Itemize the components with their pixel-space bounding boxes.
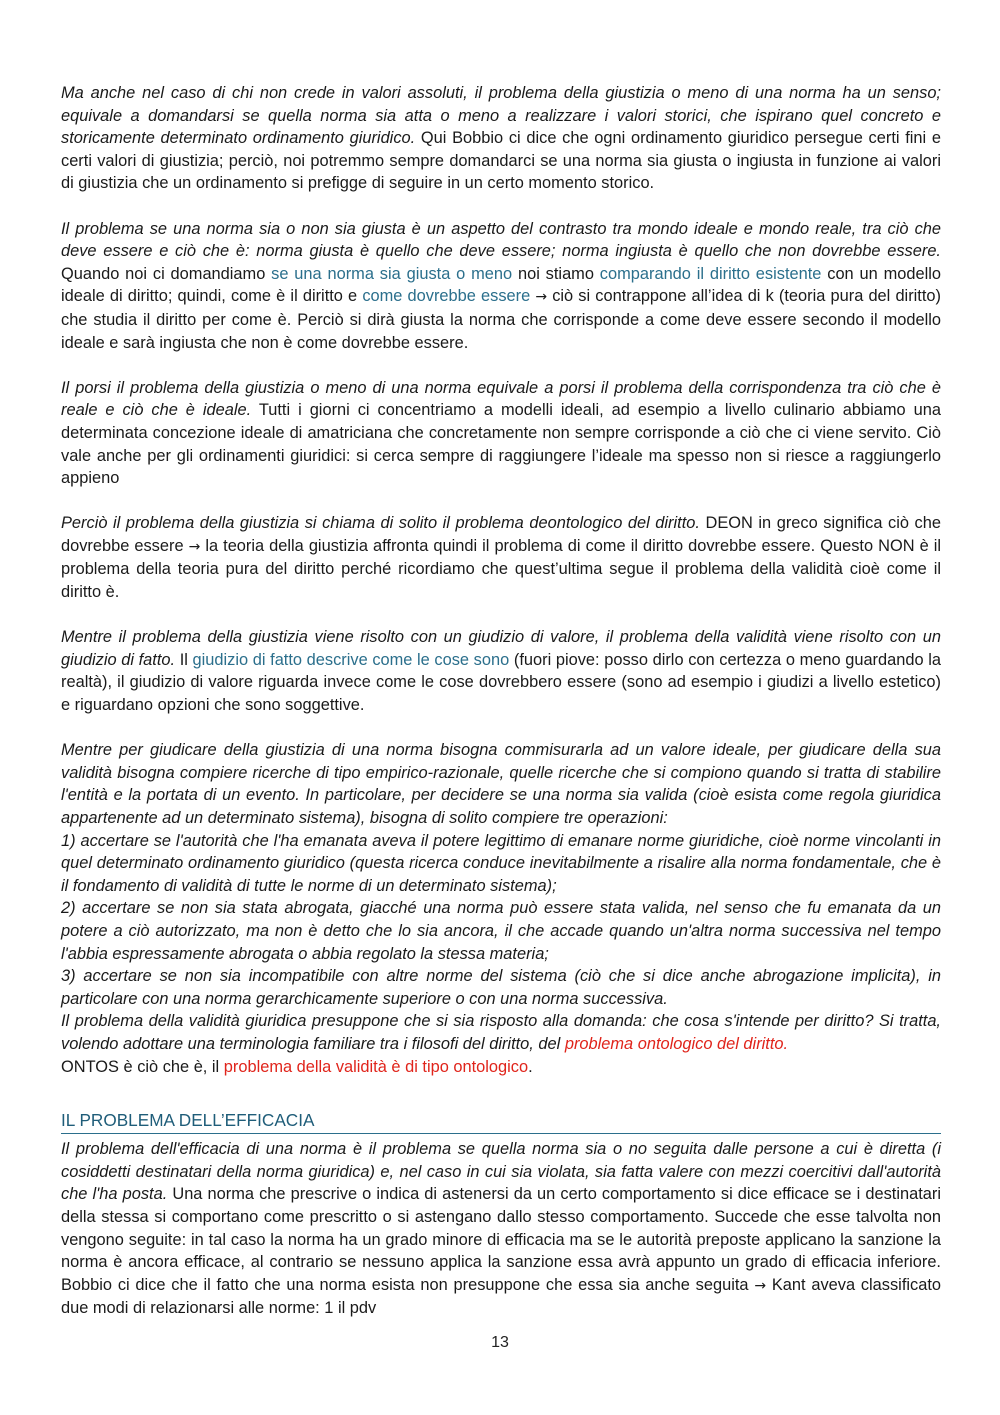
italic-quote: Mentre per giudicare della giustizia di una norma bisogna commisurarla ad un valore ideale, per giudicare della sua validità bisogna compiere ricerche di tipo empirico-razionale, quelle ricerche che si compiono quando si tratta di stabilire l'entità e la portata di un evento. In particolare, per decidere se una norma sia valida (cioè esista come regola giuridica appartenente ad un determinato sistema), bisogna di solito compiere tre operazioni: — [61, 741, 941, 827]
arrow-right-icon: → — [188, 538, 201, 555]
paragraph-text: Quando noi ci domandiamo — [61, 264, 272, 283]
arrow-right-icon: → — [535, 289, 548, 306]
paragraph-text: Una norma che prescrive o indica di astenersi da un certo comportamento si dice efficace se i destinatari della stessa si comportano come prescritto o si astengano dallo stesso comportamento. Succede che esse talvolta non vengono seguite: in tal caso la norma ha un grado minore di efficacia ma se le autorità preposte applicano la sanzione la norma è ancora efficace, al contrario se nessuno applica la sanzione essa avrà appunto un grado di efficacia inferiore. Bobbio ci dice che il fatto che una norma esista non presuppone che essa sia anche seguita — [61, 1185, 941, 1294]
paragraph-text: DEON in greco significa ciò che dovrebbe essere — [61, 514, 941, 555]
operation-item-1: 1) accertare se l'autorità che l'ha emanata aveva il potere legittimo di emanare norme giuridiche, cioè norme vincolanti in quel determinato ordinamento giuridico (questa ricerca conduce inevitabilmente a risalire alla norma fondamentale, che è il fondamento di validità di tutte le norme di un determinato sistema); — [61, 831, 941, 895]
operation-item-3: 3) accertare se non sia incompatibile con altre norme del sistema (ciò che si dice anche abrogazione implicita), in particolare con una norma gerarchicamente superiore o con una norma successiva. — [61, 967, 941, 1008]
paragraph-text: la teoria della giustizia affronta quindi il problema di come il diritto dovrebbe essere. Questo NON è il problema della teoria pura del diritto perché ricordiamo che quest’ultima segue il problema della validità cioè come il diritto è. — [61, 536, 941, 602]
highlight-blue: giudizio di fatto descrive come le cose sono — [192, 650, 510, 669]
paragraph-text: noi stiamo — [512, 264, 600, 283]
italic-quote: Ma anche nel caso di chi non crede in valori assoluti, il problema della giustizia o meno di una norma ha un senso; equivale a domandarsi se quella norma sia atta o meno a realizzare i valori storici, che ispirano quel concreto e storicamente determinato ordinamento giuridico. — [61, 84, 941, 148]
paragraph-correspondence — [61, 377, 941, 490]
paragraph-deontological — [61, 512, 941, 603]
paragraph-text: ONTOS è ciò che è, il — [61, 1057, 224, 1076]
italic-quote: Perciò il problema della giustizia si chiama di solito il problema deontologico del diritto. — [61, 514, 700, 533]
highlight-red: problema ontologico del diritto. — [564, 1034, 789, 1053]
paragraph-validity-operations — [61, 739, 941, 1078]
italic-quote: Mentre il problema della giustizia viene risolto con un giudizio di valore, il problema della validità viene risolto con un giudizio di fatto. — [61, 628, 941, 669]
paragraph-text: (fuori piove: posso dirlo con certezza o meno guardando la realtà), il giudizio di valore riguarda invece come le cose dovrebbero essere (sono ad esempio i giudizi a livello estetico) e riguardano opzioni che sono soggettive. — [61, 650, 941, 715]
paragraph-justice-historical-values — [61, 82, 941, 195]
page-number: 13 — [491, 1334, 509, 1351]
paragraph-text: Tutti i giorni ci concentriamo a modelli ideali, ad esempio a livello culinario abbiamo una determinata concezione ideale di amatriciana che concretamente non sempre corrisponde a ciò che ci viene servito. Ciò vale anche per gli ordinamenti giuridici: si cerca sempre di raggiungere l’ideale ma spesso non si riesce a raggiungerlo appieno — [61, 401, 941, 488]
document-page — [61, 82, 941, 1320]
ontos-line — [61, 1056, 941, 1079]
paragraph-text: Qui Bobbio ci dice che ogni ordinamento giuridico persegue certi fini e certi valori di giustizia; perciò, noi potremmo sempre domandarci se una norma sia giusta o ingiusta in funzione ai valori di giustizia che un ordinamento si prefigge di seguire in un certo momento storico. — [61, 129, 941, 193]
paragraph-text: Il — [175, 650, 193, 669]
highlight-blue: comparando il diritto esistente — [599, 264, 822, 283]
paragraph-text: ciò si contrappone all’idea di k (teoria pura del diritto) che studia il diritto per come è. Perciò si dirà giusta la norma che corrisponde a come deve essere secondo il modello ideale e sarà ingiusta che non è come dovrebbe essere. — [61, 287, 941, 352]
paragraph-ideal-vs-real — [61, 218, 941, 355]
italic-quote: Il problema della validità giuridica presuppone che si sia risposto alla domanda: che cosa s'intende per diritto? Si tratta, volendo adottare una terminologia familiare tra i filosofi del diritto, del — [61, 1012, 941, 1053]
paragraph-value-vs-fact — [61, 626, 941, 716]
paragraph-text: Kant aveva classificato due modi di relazionarsi alle norme: 1 il pdv — [61, 1275, 942, 1318]
paragraph-text: con un modello ideale di diritto; quindi, come è il diritto e — [61, 264, 941, 306]
italic-quote: Il problema dell'efficacia di una norma è il problema se quella norma sia o no seguita dalle persone a cui è diretta (i cosiddetti destinatari della norma giuridica) e, nel caso in cui sia violata, sia fatta valere con mezzi coercitivi dall'autorità che l'ha posta. — [61, 1140, 941, 1204]
closing-line — [61, 1010, 941, 1055]
paragraph-text: . — [528, 1057, 533, 1076]
highlight-red: problema della validità è di tipo ontologico — [223, 1057, 529, 1076]
operation-item-2: 2) accertare se non sia stata abrogata, giacché una norma può essere stata valida, nel senso che fu emanata da un potere a ciò autorizzato, ma non è detto che lo sia ancora, il che accade quando un'altra norma successiva nel tempo l'abbia espressamente abrogata o abbia regolato la stessa materia; — [61, 899, 941, 963]
italic-quote: Il problema se una norma sia o non sia giusta è un aspetto del contrasto tra mondo ideale e mondo reale, tra ciò che deve essere e ciò che è: norma giusta è quello che deve essere; norma ingiusta è quello che non dovrebbe essere. — [61, 219, 941, 261]
highlight-blue: come dovrebbe essere — [362, 287, 531, 306]
section-heading-efficacia: IL PROBLEMA DELL’EFFICACIA — [61, 1108, 941, 1134]
highlight-blue: se una norma sia giusta o meno — [271, 264, 513, 283]
paragraph-efficacy — [61, 1138, 941, 1320]
arrow-right-icon: → — [754, 1277, 767, 1294]
italic-quote: Il porsi il problema della giustizia o meno di una norma equivale a porsi il problema della corrispondenza tra ciò che è reale e ciò che è ideale. — [61, 378, 941, 420]
